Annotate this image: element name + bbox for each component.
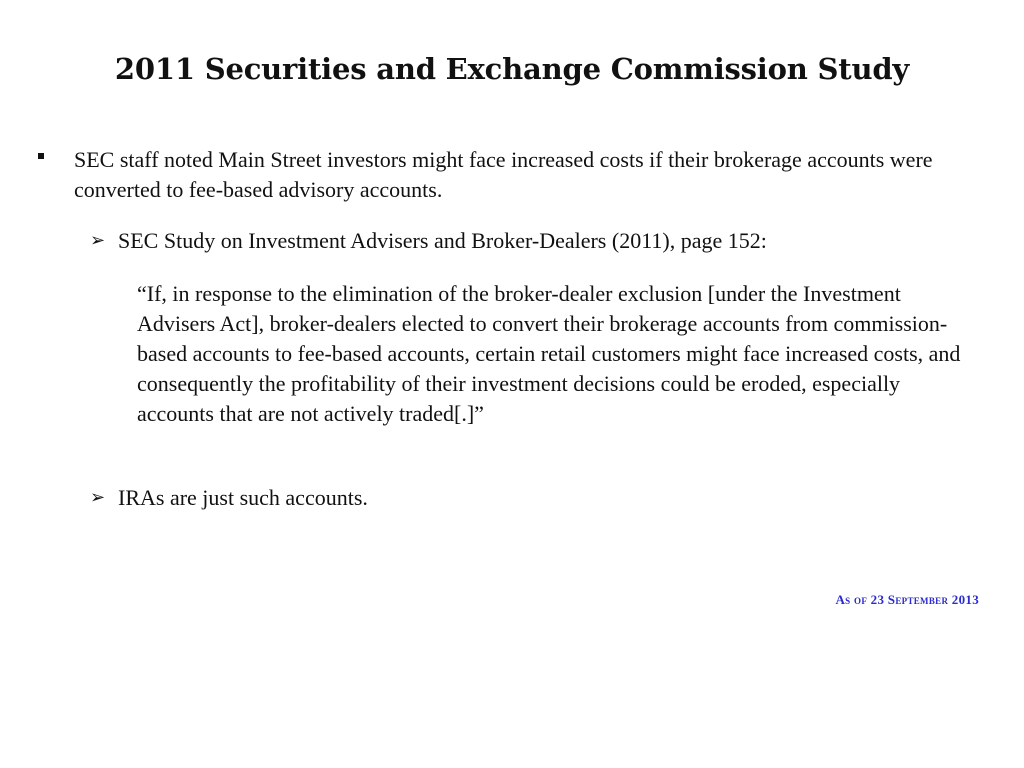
quote-block: “If, in response to the elimination of the broker-dealer exclusion [under the Investment Advisers Act], broker-dealers elected to convert their brokerage accounts from commission-based accounts to fee-based accounts, certain retail customers might face increased costs, and consequently the profitability of their investment decisions could be eroded, especially accounts that are not actively traded[.]” [137, 281, 961, 426]
footer-date: As of 23 September 2013 [835, 592, 979, 607]
arrowhead-bullet-icon: ➢ [90, 487, 106, 508]
sub-bullet-text-1: SEC Study on Investment Advisers and Broker-Dealers (2011), page 152: [118, 228, 767, 253]
arrowhead-bullet-icon: ➢ [90, 230, 106, 251]
slide-title: 2011 Securities and Exchange Commission Study [114, 52, 910, 86]
bullet-text-1: SEC staff noted Main Street investors might face increased costs if their brokerage accounts were converted to fee-based advisory accounts. [74, 147, 933, 202]
square-bullet-icon [38, 153, 44, 159]
sub-bullet-text-2: IRAs are just such accounts. [118, 485, 368, 510]
